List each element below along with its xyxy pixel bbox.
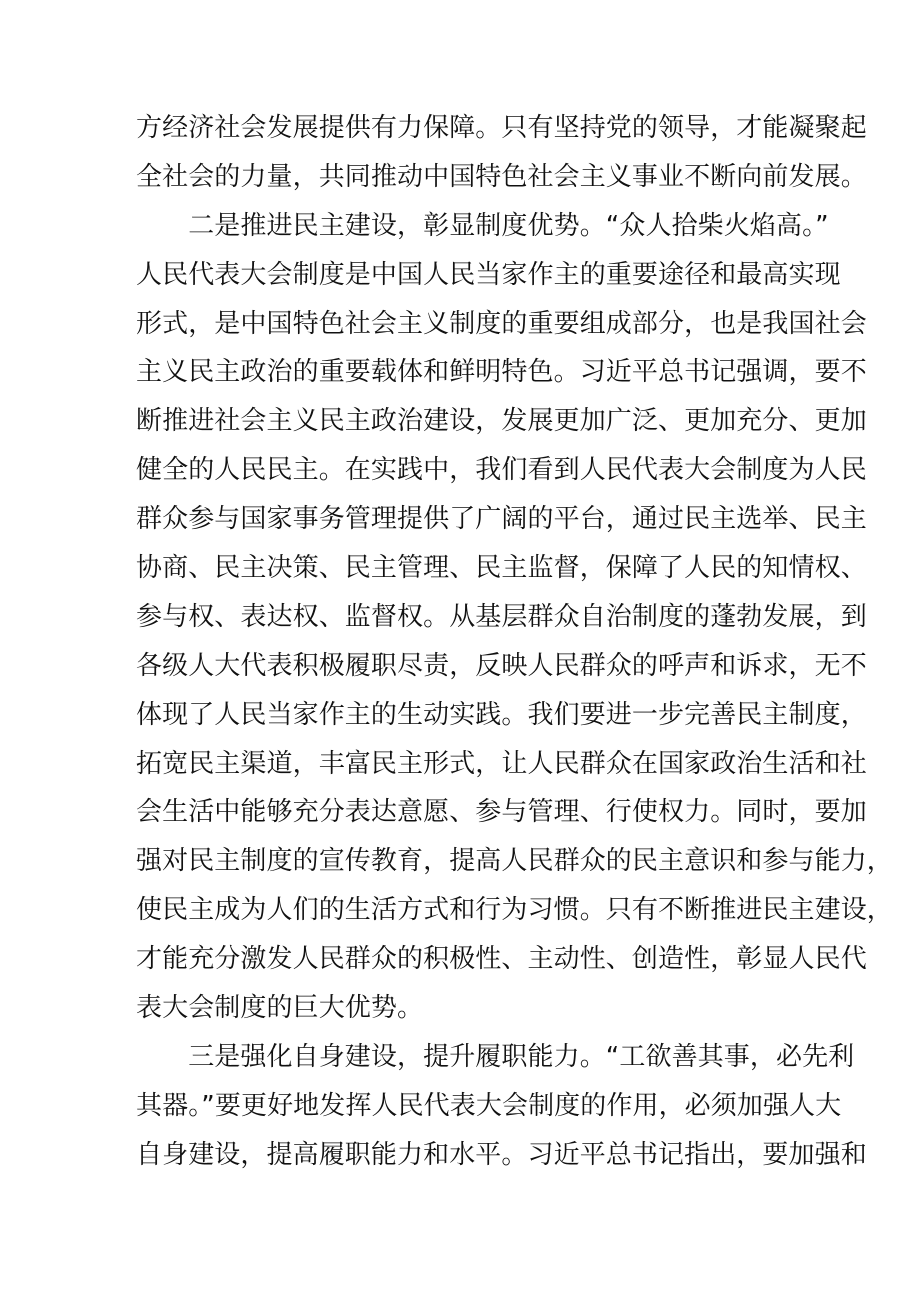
body-text (136, 104, 893, 1180)
text-line: 会生活中能够充分表达意愿、参与管理、行使权力。同时，要加 (136, 797, 867, 828)
text-line: 自身建设，提高履职能力和水平。习近平总书记指出，要加强和 (136, 1139, 867, 1170)
text-line: 群众参与国家事务管理提供了广阔的平台，通过民主选举、民主 (136, 504, 867, 535)
text-line: 全社会的力量，共同推动中国特色社会主义事业不断向前发展。 (136, 161, 867, 192)
text-line: 参与权、表达权、监督权。从基层群众自治制度的蓬勃发展，到 (136, 601, 867, 632)
text-line: 使民主成为人们的生活方式和行为习惯。只有不断推进民主建设， (136, 895, 893, 926)
text-line: 断推进社会主义民主政治建设，发展更加广泛、更加充分、更加 (136, 406, 867, 437)
text-line: 其器。”要更好地发挥人民代表大会制度的作用，必须加强人大 (136, 1090, 842, 1121)
text-line: 体现了人民当家作主的生动实践。我们要进一步完善民主制度， (136, 699, 867, 730)
text-line: 三是强化自身建设，提升履职能力。“工欲善其事，必先利 (136, 1041, 855, 1072)
text-line: 各级人大代表积极履职尽责，反映人民群众的呼声和诉求，无不 (136, 650, 867, 681)
text-line: 人民代表大会制度是中国人民当家作主的重要途径和最高实现 (136, 259, 841, 290)
text-line: 协商、民主决策、民主管理、民主监督，保障了人民的知情权、 (136, 553, 867, 584)
text-line: 强对民主制度的宣传教育，提高人民群众的民主意识和参与能力， (136, 846, 893, 877)
text-line: 主义民主政治的重要载体和鲜明特色。习近平总书记强调，要不 (136, 357, 867, 388)
text-line: 拓宽民主渠道，丰富民主形式，让人民群众在国家政治生活和社 (136, 748, 867, 779)
text-line: 表大会制度的巨大优势。 (136, 993, 424, 1024)
text-line: 形式，是中国特色社会主义制度的重要组成部分，也是我国社会 (136, 308, 867, 339)
text-line: 才能充分激发人民群众的积极性、主动性、创造性，彰显人民代 (136, 944, 867, 975)
text-line: 方经济社会发展提供有力保障。只有坚持党的领导，才能凝聚起 (136, 113, 867, 143)
text-line: 二是推进民主建设，彰显制度优势。“众人拾柴火焰高。” (136, 210, 829, 241)
text-line: 健全的人民民主。在实践中，我们看到人民代表大会制度为人民 (136, 455, 867, 486)
